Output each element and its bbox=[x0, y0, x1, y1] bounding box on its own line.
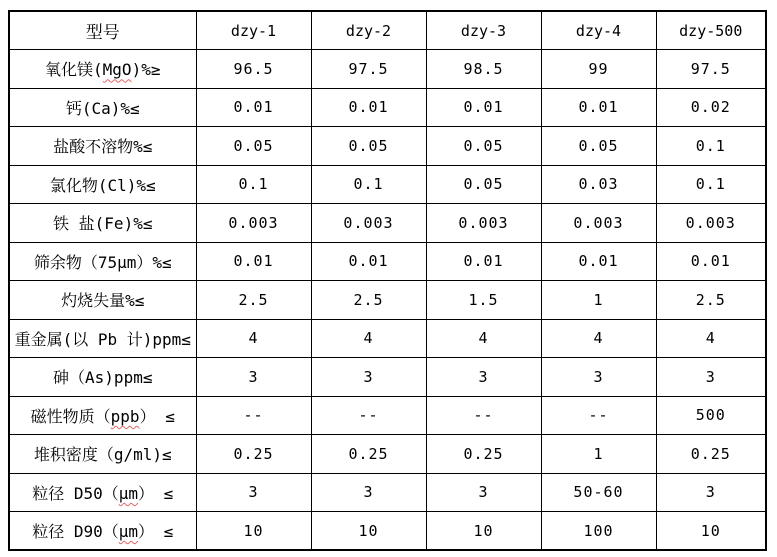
header-cell-dzy-500: dzy-500 bbox=[656, 11, 766, 50]
value-cell: 0.25 bbox=[311, 435, 426, 474]
table-row bbox=[9, 50, 766, 89]
row-label bbox=[9, 358, 196, 397]
value-cell: 1 bbox=[541, 435, 656, 474]
label-text: 钙(Ca)%≤ bbox=[65, 98, 140, 118]
value-cell: 500 bbox=[656, 396, 766, 435]
value-cell: 100 bbox=[541, 512, 656, 551]
label-text: 灼烧失量%≤ bbox=[61, 291, 145, 311]
value-cell: 0.01 bbox=[426, 242, 541, 281]
label-text: ） ≤ bbox=[139, 406, 175, 426]
value-cell: 10 bbox=[311, 512, 426, 551]
value-cell: 3 bbox=[196, 358, 311, 397]
value-cell: 0.01 bbox=[541, 88, 656, 127]
value-cell: 1.5 bbox=[426, 281, 541, 320]
label-text: ） ≤ bbox=[138, 483, 174, 503]
header-cell-model: 型号 bbox=[9, 11, 196, 50]
value-cell: -- bbox=[196, 396, 311, 435]
table-row bbox=[9, 88, 766, 127]
value-cell: 0.05 bbox=[426, 127, 541, 166]
value-cell: 0.01 bbox=[196, 242, 311, 281]
value-cell: 0.003 bbox=[656, 204, 766, 243]
value-cell: 3 bbox=[311, 473, 426, 512]
value-cell: 3 bbox=[311, 358, 426, 397]
value-cell: 3 bbox=[426, 358, 541, 397]
row-label bbox=[9, 204, 196, 243]
value-cell: 0.003 bbox=[426, 204, 541, 243]
header-cell-dzy-3: dzy-3 bbox=[426, 11, 541, 50]
row-label bbox=[9, 435, 196, 474]
value-cell: 0.02 bbox=[656, 88, 766, 127]
value-cell: 0.05 bbox=[196, 127, 311, 166]
value-cell: 0.003 bbox=[196, 204, 311, 243]
table-row bbox=[9, 281, 766, 320]
value-cell: 0.01 bbox=[311, 242, 426, 281]
label-text: 重金属(以 Pb 计)ppm≤ bbox=[14, 329, 191, 349]
label-text: )%≥ bbox=[131, 60, 161, 80]
value-cell: 0.01 bbox=[311, 88, 426, 127]
spellcheck-underlined-text: μm bbox=[118, 483, 139, 503]
value-cell: 0.05 bbox=[311, 127, 426, 166]
product-spec-table bbox=[8, 10, 767, 551]
value-cell: 10 bbox=[426, 512, 541, 551]
header-cell-dzy-4: dzy-4 bbox=[541, 11, 656, 50]
value-cell: 4 bbox=[541, 319, 656, 358]
row-label bbox=[9, 319, 196, 358]
value-cell: 0.1 bbox=[656, 165, 766, 204]
value-cell: 2.5 bbox=[311, 281, 426, 320]
row-label bbox=[9, 127, 196, 166]
label-text: 磁性物质（ bbox=[30, 406, 111, 426]
table-row bbox=[9, 204, 766, 243]
value-cell: 0.01 bbox=[426, 88, 541, 127]
row-label bbox=[9, 281, 196, 320]
value-cell: -- bbox=[426, 396, 541, 435]
row-label bbox=[9, 242, 196, 281]
header-row bbox=[9, 11, 766, 50]
row-label bbox=[9, 50, 196, 89]
label-text: 氧化镁( bbox=[45, 60, 103, 80]
value-cell: 4 bbox=[196, 319, 311, 358]
value-cell: 4 bbox=[311, 319, 426, 358]
value-cell: 2.5 bbox=[656, 281, 766, 320]
label-text: 氯化物(Cl)%≤ bbox=[49, 175, 156, 195]
value-cell: 50-60 bbox=[541, 473, 656, 512]
label-text: 粒径 D90（ bbox=[32, 522, 119, 541]
value-cell: 0.01 bbox=[656, 242, 766, 281]
value-cell: 99 bbox=[541, 50, 656, 89]
table-row bbox=[9, 473, 766, 512]
value-cell: 97.5 bbox=[656, 50, 766, 89]
value-cell: -- bbox=[311, 396, 426, 435]
label-text: ） ≤ bbox=[138, 522, 174, 541]
value-cell: 0.1 bbox=[196, 165, 311, 204]
value-cell: 0.1 bbox=[656, 127, 766, 166]
value-cell: 3 bbox=[656, 358, 766, 397]
table-row bbox=[9, 358, 766, 397]
table-row bbox=[9, 127, 766, 166]
table-row bbox=[9, 242, 766, 281]
table-row bbox=[9, 435, 766, 474]
spellcheck-underlined-text: MgO bbox=[102, 60, 132, 80]
value-cell: 0.25 bbox=[196, 435, 311, 474]
row-label bbox=[9, 88, 196, 127]
label-text: 砷（As)ppm≤ bbox=[53, 368, 153, 388]
spellcheck-underlined-text: ppb bbox=[110, 406, 140, 426]
value-cell: 4 bbox=[426, 319, 541, 358]
value-cell: 98.5 bbox=[426, 50, 541, 89]
value-cell: 0.03 bbox=[541, 165, 656, 204]
value-cell: 4 bbox=[656, 319, 766, 358]
table-row bbox=[9, 319, 766, 358]
header-cell-dzy-2: dzy-2 bbox=[311, 11, 426, 50]
value-cell: 0.25 bbox=[656, 435, 766, 474]
value-cell: 0.05 bbox=[541, 127, 656, 166]
value-cell: 10 bbox=[196, 512, 311, 551]
value-cell: 0.003 bbox=[541, 204, 656, 243]
label-text: 筛余物（75μm）%≤ bbox=[33, 252, 172, 272]
value-cell: 1 bbox=[541, 281, 656, 320]
value-cell: 0.01 bbox=[541, 242, 656, 281]
value-cell: 10 bbox=[656, 512, 766, 551]
value-cell: 3 bbox=[196, 473, 311, 512]
value-cell: -- bbox=[541, 396, 656, 435]
value-cell: 0.003 bbox=[311, 204, 426, 243]
row-label bbox=[9, 165, 196, 204]
row-label bbox=[9, 396, 196, 435]
table-body bbox=[9, 50, 766, 551]
row-label bbox=[9, 512, 196, 551]
label-text: 堆积密度（g/ml)≤ bbox=[33, 445, 172, 465]
header-cell-dzy-1: dzy-1 bbox=[196, 11, 311, 50]
value-cell: 3 bbox=[426, 473, 541, 512]
value-cell: 0.1 bbox=[311, 165, 426, 204]
label-text: 盐酸不溶物%≤ bbox=[53, 137, 153, 157]
table-row bbox=[9, 396, 766, 435]
spellcheck-underlined-text: μm bbox=[118, 522, 139, 541]
value-cell: 0.05 bbox=[426, 165, 541, 204]
value-cell: 3 bbox=[656, 473, 766, 512]
value-cell: 3 bbox=[541, 358, 656, 397]
value-cell: 97.5 bbox=[311, 50, 426, 89]
label-text: 粒径 D50（ bbox=[32, 483, 119, 503]
table-row bbox=[9, 165, 766, 204]
value-cell: 0.01 bbox=[196, 88, 311, 127]
value-cell: 0.25 bbox=[426, 435, 541, 474]
value-cell: 96.5 bbox=[196, 50, 311, 89]
table-row bbox=[9, 512, 766, 551]
label-text: 铁 盐(Fe)%≤ bbox=[53, 214, 153, 234]
value-cell: 2.5 bbox=[196, 281, 311, 320]
row-label bbox=[9, 473, 196, 512]
